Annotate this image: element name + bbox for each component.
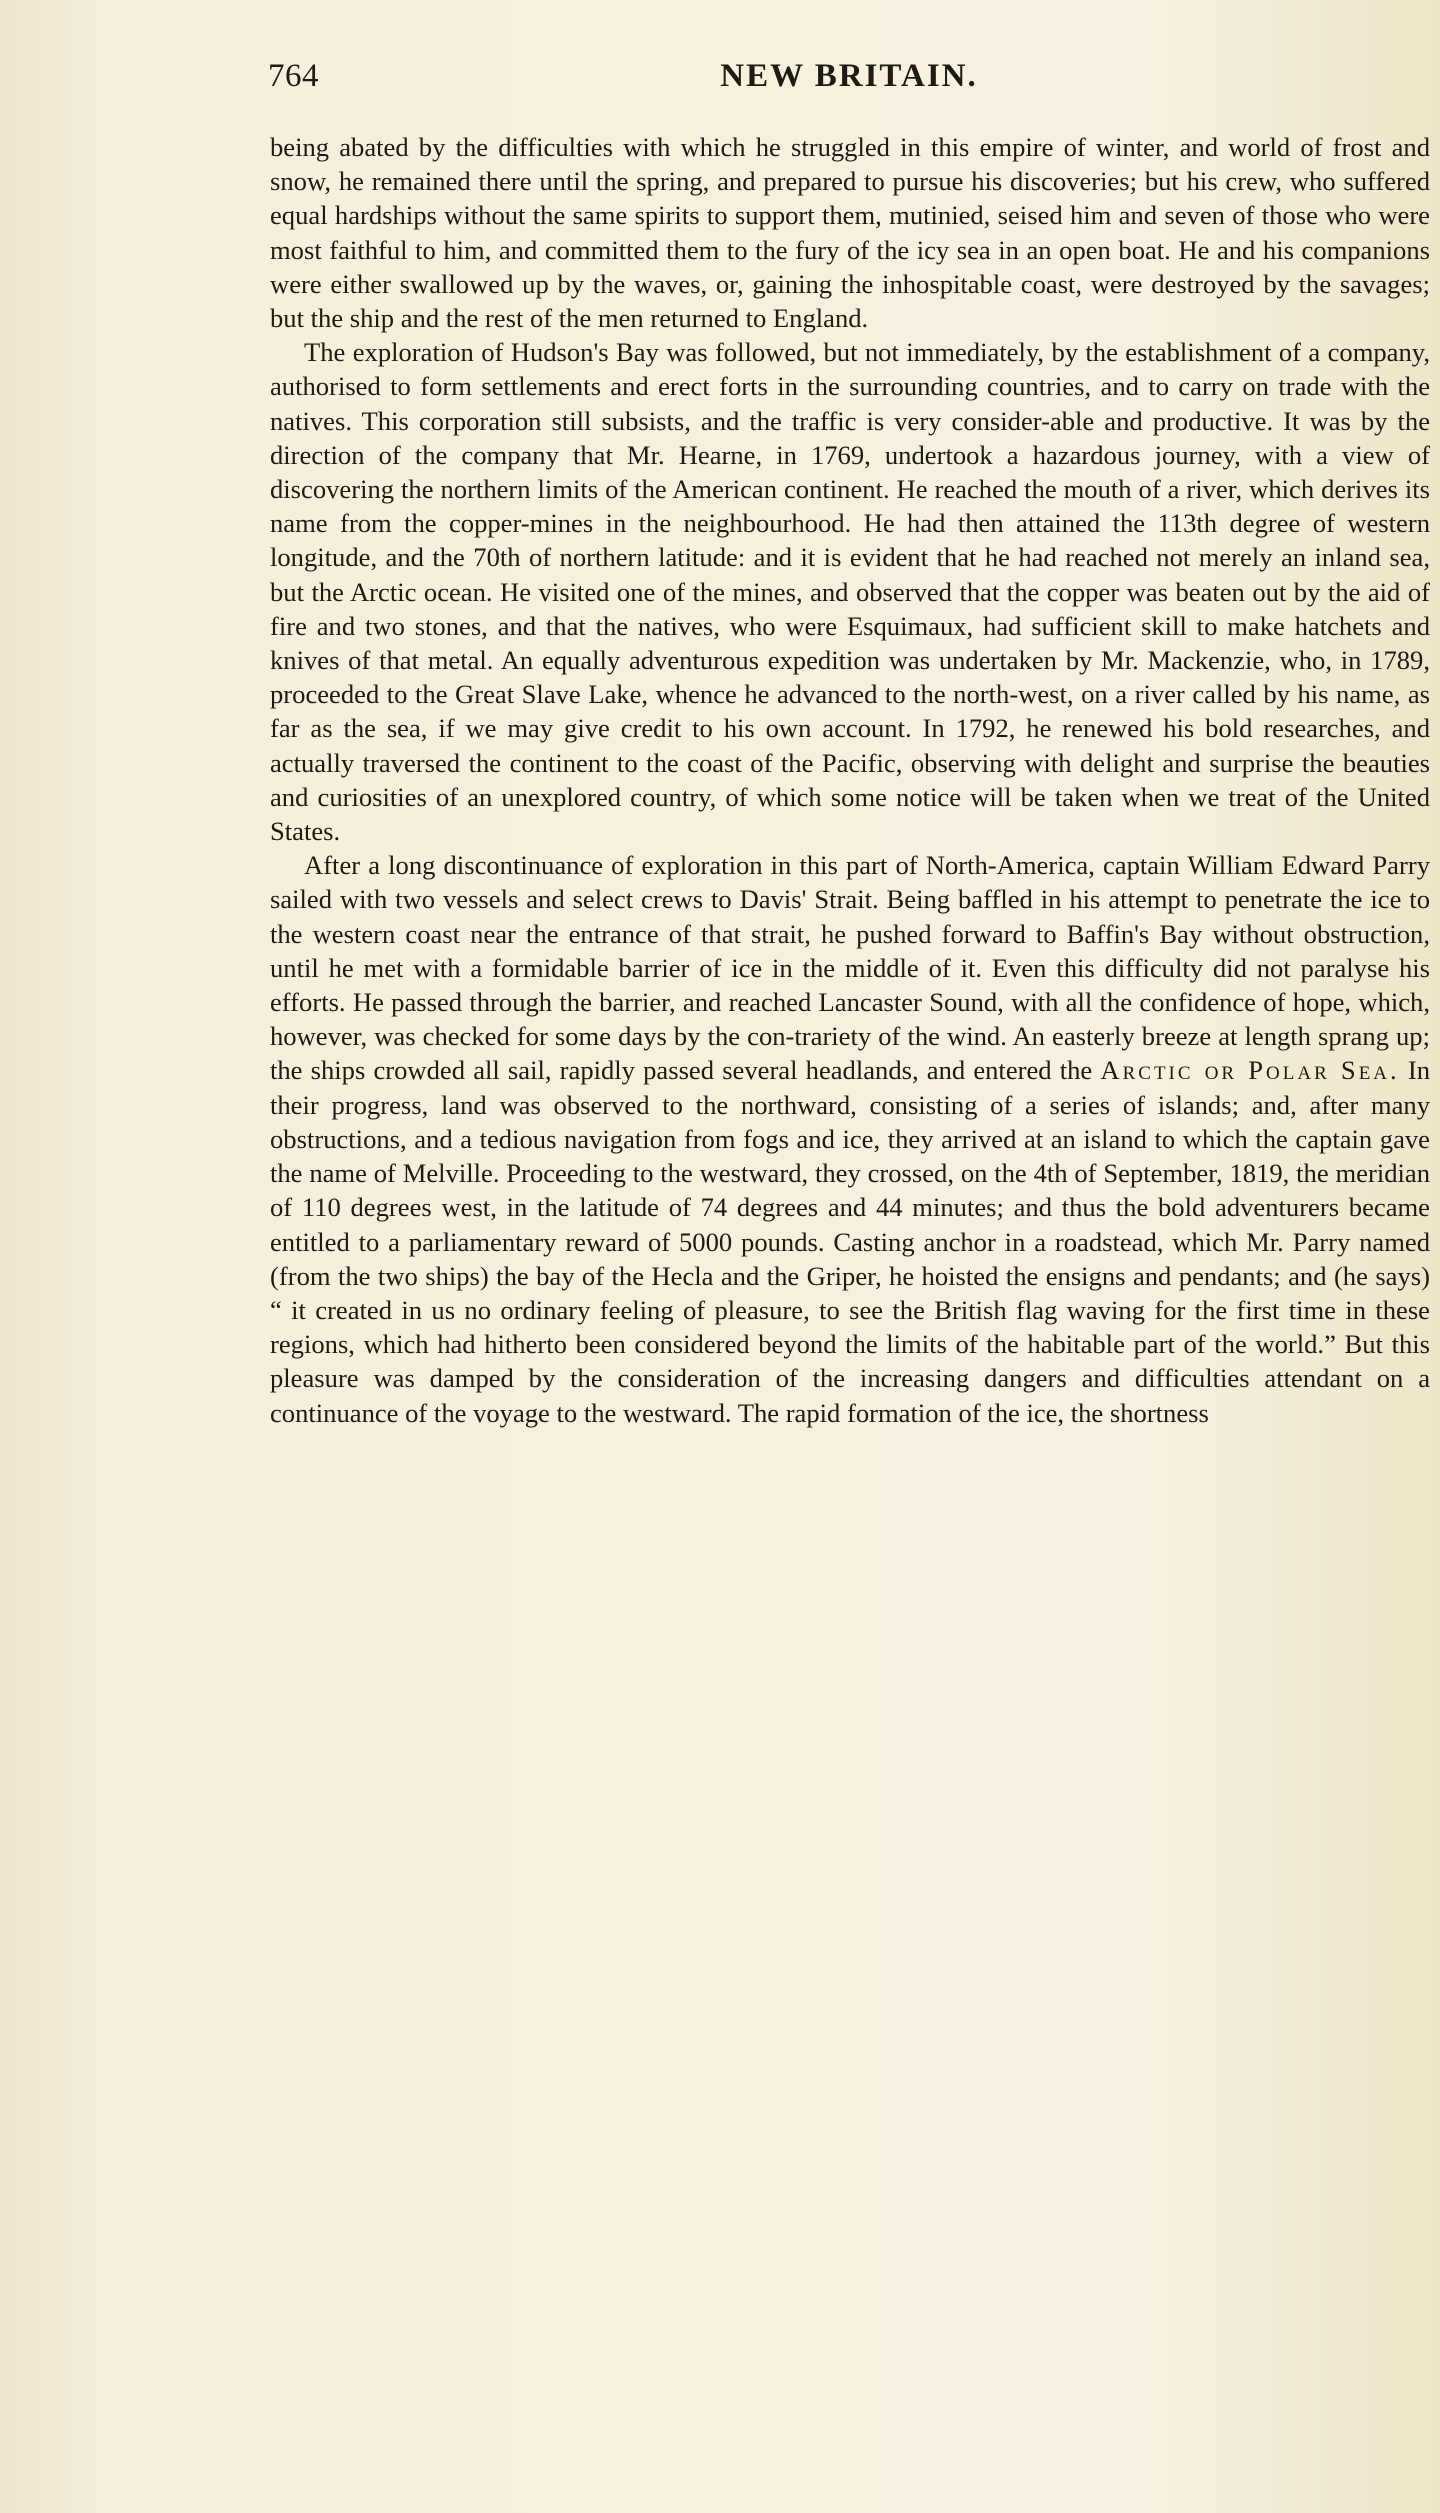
paragraph-1: being abated by the difficulties with which he struggled in this empire of winter, and world of frost and snow, he remained there until the spring, and prepared to pursue his discoveries; but his crew, who suffered equal hardships without the same spirits to support them, mutinied, seised him and seven of those who were most faithful to him, and committed them to the fury of the icy sea in an open boat. He and his companions were either swallowed up by the waves, or, gaining the inhospitable coast, were destroyed by the savages; but the ship and the rest of the men returned to England. bbox=[270, 132, 1430, 334]
body-text bbox=[270, 130, 1430, 1430]
paragraph-2: The exploration of Hudson's Bay was followed, but not immediately, by the establishment of a company, authorised to form settlements and erect forts in the surrounding countries, and to carry on trade with the natives. This corporation still subsists, and the traffic is very consider-able and productive. It was by the direction of the company that Mr. Hearne, in 1769, undertook a hazardous journey, with a view of discovering the northern limits of the American continent. He reached the mouth of a river, which derives its name from the copper-mines in the neighbourhood. He had then attained the 113th degree of western longitude, and the 70th of northern latitude: and it is evident that he had reached not merely an inland sea, but the Arctic ocean. He visited one of the mines, and observed that the copper was beaten out by the aid of fire and two stones, and that the natives, who were Esquimaux, had sufficient skill to make hatchets and knives of that metal. An equally adventurous expedition was undertaken by Mr. Mackenzie, who, in 1789, proceeded to the Great Slave Lake, whence he advanced to the north-west, on a river called by his name, as far as the sea, if we may give credit to his own account. In 1792, he renewed his bold researches, and actually traversed the continent to the coast of the Pacific, observing with delight and surprise the beauties and curiosities of an unexplored country, of which some notice will be taken when we treat of the United States. bbox=[270, 337, 1430, 847]
paragraph-3-text-before: After a long discontinuance of exploration in this part of North-America, captain William Edward Parry sailed with two vessels and select crews to Davis' Strait. Being baffled in his attempt to penetrate the ice to the western coast near the entrance of that strait, he pushed forward to Baffin's Bay without obstruction, until he met with a formidable barrier of ice in the middle of it. Even this difficulty did not paralyse his efforts. He passed through the barrier, and reached Lancaster Sound, with all the confidence of hope, which, however, was checked for some days by the con-trariety of the wind. An easterly breeze at length sprang up; the ships crowded all sail, rapidly passed several headlands, and entered the bbox=[270, 850, 1430, 1086]
paragraph-3-text-after: In their progress, land was observed to the northward, consisting of a series of islands; and, after many obstructions, and a tedious navigation from fogs and ice, they arrived at an island to which the captain gave the name of Melville. Proceeding to the westward, they crossed, on the 4th of September, 1819, the meridian of 110 degrees west, in the latitude of 74 degrees and 44 minutes; and thus the bold adventurers became entitled to a parliamentary reward of 5000 pounds. Casting anchor in a roadstead, which Mr. Parry named (from the two ships) the bay of the Hecla and the Griper, he hoisted the ensigns and pendants; and (he says) “ it created in us no ordinary feeling of pleasure, to see the British flag waving for the first time in these regions, which had hitherto been considered beyond the limits of the habitable part of the world.” But this pleasure was damped by the consideration of the increasing dangers and difficulties attendant on a continuance of the voyage to the westward. The rapid formation of the ice, the shortness bbox=[270, 1055, 1430, 1428]
page-header bbox=[268, 58, 1430, 100]
arctic-sea-small-caps: Arctic or Polar Sea. bbox=[1100, 1055, 1400, 1086]
paragraph-3 bbox=[270, 848, 1430, 1429]
page-number: 764 bbox=[268, 58, 319, 94]
running-head: NEW BRITAIN. bbox=[720, 58, 978, 94]
